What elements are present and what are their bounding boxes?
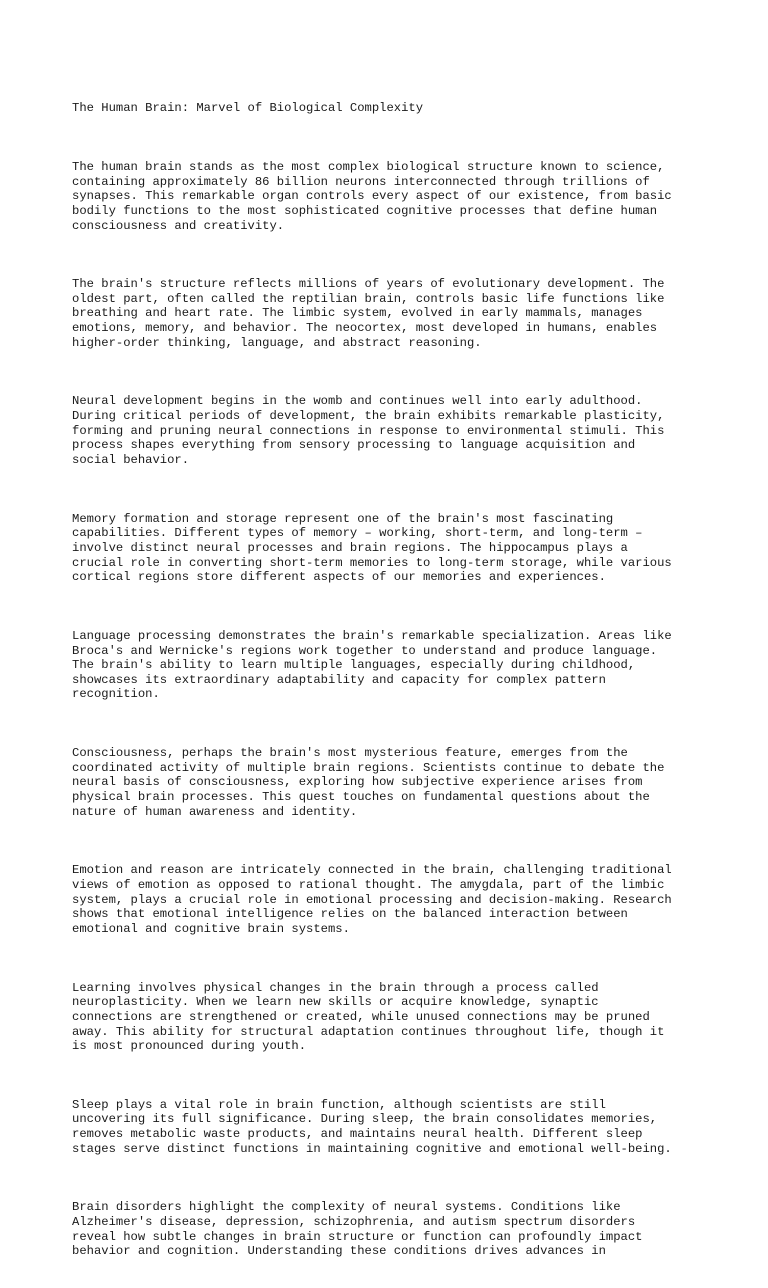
document-page	[72, 72, 712, 1288]
paragraph-10: Brain disorders highlight the complexity of neural systems. Conditions like Alzheimer's disease, depression, schizophrenia, and autism spectrum disorders reveal how subtle changes in brain structure or function can profoundly impact behavior and cognition. Understanding these conditions drives advances in	[72, 1200, 643, 1259]
paragraph-7: Emotion and reason are intricately connected in the brain, challenging traditional views of emotion as opposed to rational thought. The amygdala, part of the limbic system, plays a crucial role in emotional processing and decision-making. Research shows that emotional intelligence relies on the balanced interaction between emotional and cognitive brain systems.	[72, 863, 672, 936]
paragraph-1: The human brain stands as the most complex biological structure known to science, containing approximately 86 billion neurons interconnected through trillions of synapses. This remarkable organ controls every aspect of our existence, from basic bodily functions to the most sophisticated cognitive processes that define human consciousness and creativity.	[72, 159, 672, 233]
paragraph-5: Language processing demonstrates the brain's remarkable specialization. Areas like Broca's and Wernicke's regions work together to understand and produce language. The brain's ability to learn multiple languages, especially during childhood, showcases its extraordinary adaptability and capacity for complex pattern recognition.	[72, 628, 672, 702]
paragraph-3: Neural development begins in the womb and continues well into early adulthood. During critical periods of development, the brain exhibits remarkable plasticity, forming and pruning neural connections in response to environmental stimuli. This process shapes everything from sensory processing to language acquisition and social behavior.	[72, 394, 665, 468]
document-title: The Human Brain: Marvel of Biological Complexity	[72, 101, 424, 116]
paragraph-8: Learning involves physical changes in the brain through a process called neuroplasticity. When we learn new skills or acquire knowledge, synaptic connections are strengthened or created, while unused connections may be pruned away. This ability for structural adaptation continues throughout life, though it is most pronounced during youth.	[72, 980, 665, 1054]
paragraph-4: Memory formation and storage represent one of the brain's most fascinating capabilities. Different types of memory – working, short-term, and long-term – involve distinct neural processes and brain regions. The hippocampus plays a crucial role in converting short-term memories to long-term storage, while various cortical regions store different aspects of our memories and experiences.	[72, 511, 672, 585]
paragraph-9: Sleep plays a vital role in brain function, although scientists are still uncovering its full significance. During sleep, the brain consolidates memories, removes metabolic waste products, and maintains neural health. Different sleep stages serve distinct functions in maintaining cognitive and emotional well-being.	[72, 1097, 672, 1156]
paragraph-6: Consciousness, perhaps the brain's most mysterious feature, emerges from the coordinated activity of multiple brain regions. Scientists continue to debate the neural basis of consciousness, exploring how subjective experience arises from physical brain processes. This quest touches on fundamental questions about the nature of human awareness and identity.	[72, 746, 665, 819]
paragraph-2: The brain's structure reflects millions of years of evolutionary development. The oldest part, often called the reptilian brain, controls basic life functions like breathing and heart rate. The limbic system, evolved in early mammals, manages emotions, memory, and behavior. The neocortex, most developed in humans, enables higher-order thinking, language, and abstract reasoning.	[72, 277, 665, 350]
